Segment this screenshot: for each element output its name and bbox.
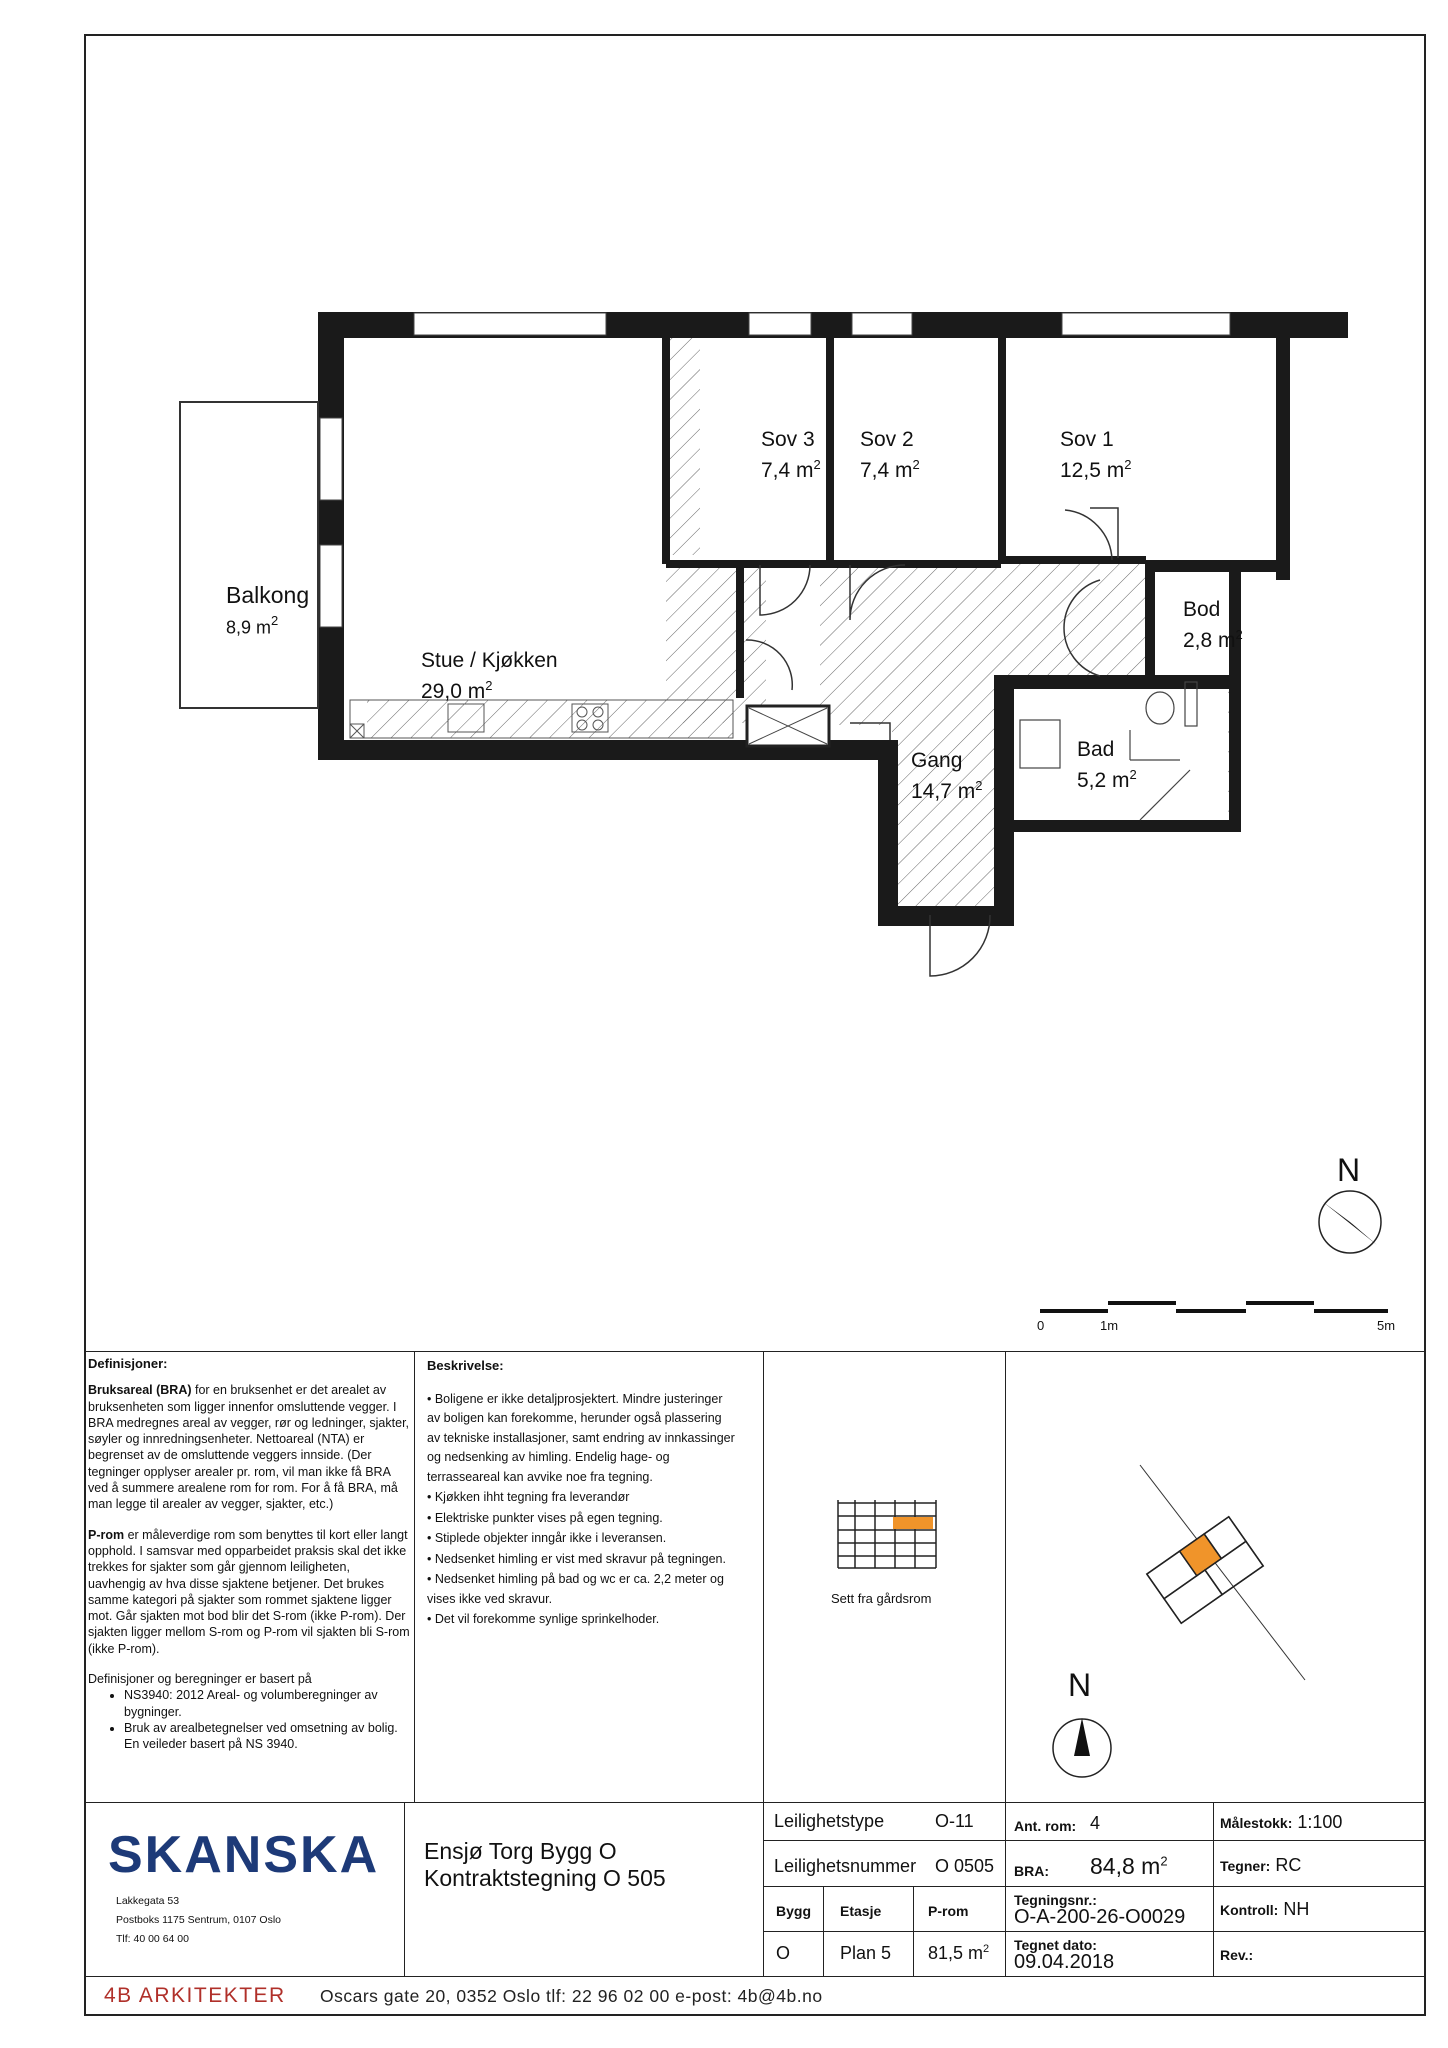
date-value: 09.04.2018 <box>1014 1951 1115 1973</box>
divider <box>913 1886 914 1976</box>
bygg-value: O <box>776 1943 791 1963</box>
scale-field: Målestokk: 1:100 <box>1220 1812 1343 1832</box>
divider <box>414 1351 415 1802</box>
etasje-value: Plan 5 <box>840 1943 892 1963</box>
divider <box>763 1802 764 1976</box>
rooms-label: Ant. rom: <box>1014 1818 1077 1834</box>
type-value: O-11 <box>935 1811 974 1831</box>
etasje-label: Etasje <box>840 1903 882 1919</box>
divider <box>763 1840 1005 1841</box>
basis-list: • NS3940: 2012 Areal- og volumberegninger av bygninger. • Bruk av arealbetegnelser ved omsetning av bolig. En veileder basert på NS 3940. <box>88 1687 410 1752</box>
room-bod: Bod 2,8 $m^2$ <box>1183 598 1243 652</box>
room-sov2: Sov 2 7,4 $m^2$ <box>860 428 920 482</box>
site-key-plan <box>1053 1465 1305 1777</box>
room-stue-kjokken: Stue / Kjøkken 29,0 $m^2$ <box>421 649 558 703</box>
drawer-field: Tegner: RC <box>1220 1855 1302 1875</box>
type-label: Leilighetstype <box>774 1811 885 1831</box>
divider <box>763 1886 1005 1887</box>
bra-label: BRA: <box>1014 1863 1049 1879</box>
scale-label-5m: 5m <box>1377 1318 1396 1333</box>
drawno-value: O-A-200-26-O0029 <box>1014 1906 1186 1928</box>
elevation-label: Sett fra gårdsrom <box>831 1591 932 1606</box>
room-bad: Bad 5,2 $m^2$ <box>1077 738 1137 792</box>
room-sov3: Sov 3 7,4 $m^2$ <box>761 428 821 482</box>
divider <box>1005 1931 1426 1932</box>
divider <box>1005 1351 1006 1803</box>
room-balkong: Balkong 8,9 $m^2$ <box>226 582 310 638</box>
rev-field: Rev.: <box>1220 1947 1254 1963</box>
bygg-label: Bygg <box>776 1903 811 1919</box>
description-panel: Beskrivelse: • Boligene er ikke detaljprosjektert. Mindre justeringer av boligen kan forekomme, herunder også plassering av tekniske installasjoner, samt endring av innkassinger og nedsenking av himling. Endelig hage- og terrasseareal kan avvike noe fra tegning. • Kjøkken ihht tegning fra leverandør • Elektriske punkter vises på egen tegning. • Stiplede objekter inngår ikke i leveransen. • Nedsenket himling er vist med skravur på tegningen. • Nedsenket himling på bad og wc er ca. 2,2 meter og vises ikke ved skravur. • Det vil forekomme synlige sprinkelhoder. <box>427 1356 737 1631</box>
skanska-logo: SKANSKA <box>108 1826 380 1884</box>
north-compass <box>1319 1191 1381 1253</box>
prom-value: 81,5 $m^2$ <box>928 1943 990 1963</box>
definitions-heading: Definisjoner: <box>88 1356 168 1371</box>
number-value: O 0505 <box>935 1856 995 1876</box>
prom-label: P-rom <box>928 1903 969 1919</box>
shaft <box>747 706 829 746</box>
north-label: N <box>1337 1152 1361 1188</box>
basis-text: Definisjoner og beregninger er basert på <box>88 1672 312 1687</box>
definitions-panel <box>88 1356 410 1753</box>
scale-bar-graphic <box>1040 1303 1388 1311</box>
footer-brand: 4B ARKITEKTER <box>104 1984 286 2007</box>
elevation-thumbnail <box>838 1500 936 1568</box>
divider <box>404 1802 405 1976</box>
bra-value: 84,8 $m^2$ <box>1090 1853 1168 1879</box>
divider <box>1213 1802 1214 1976</box>
divider <box>1005 1840 1426 1841</box>
prom-definition: P-rom er måleverdige rom som benyttes til kort eller langt opphold. I samsvar med opparbeidet praksis skal det ikke trekkes for sjakter som går gjennom leiligheten, uavhengig av hva disse sjaktene betjener. Det brukes samme kategori på sjakter som rommet sjaktene ligger mot. Går sjakten mot bod blir det S-rom (ikke P-rom). Der sjakten ligger mellom S-rom og P-rom vil sjakten bli S-rom (ikke P-rom). <box>88 1527 410 1656</box>
project-title: Ensjø Torg Bygg O Kontraktstegning O 505 <box>424 1838 666 1891</box>
bra-definition: Bruksareal (BRA) for en bruksenhet er det arealet av bruksenheten som ligger innenfor omsluttende vegger. I BRA medregnes areal av vegger, rør og ledninger, sjakter, søyler og innredningsenheter. Nettoareal (NTA) er begrenset av de omsluttende veggers innside. (Der tegninger opplyser arealer pr. rom, vil man ikke få BRA ved å summere arealene rom for rom. For å få BRA, må man legge til arealer av vegger, sjakter, etc.) <box>88 1383 410 1512</box>
rooms-value: 4 <box>1090 1813 1101 1833</box>
divider <box>1005 1802 1006 1976</box>
balcony-outline <box>180 402 318 708</box>
room-gang: Gang 14,7 $m^2$ <box>911 749 983 803</box>
room-sov1: Sov 1 12,5 $m^2$ <box>1060 428 1132 482</box>
number-label: Leilighetsnummer <box>774 1856 917 1876</box>
date-label: Tegnet dato: <box>1014 1937 1097 1953</box>
site-north-label: N <box>1068 1667 1092 1703</box>
divider <box>823 1886 824 1976</box>
divider <box>1005 1886 1426 1887</box>
divider <box>763 1351 764 1802</box>
divider <box>763 1931 1005 1932</box>
footer-contact: Oscars gate 20, 0352 Oslo tlf: 22 96 02 00 e-post: 4b@4b.no <box>320 1986 823 2006</box>
divider <box>84 1976 1426 1977</box>
divider <box>84 1351 1426 1352</box>
control-field: Kontroll: NH <box>1220 1899 1310 1919</box>
divider <box>84 1802 1426 1803</box>
description-heading: Beskrivelse: <box>427 1358 504 1373</box>
drawno-label: Tegningsnr.: <box>1014 1892 1097 1908</box>
company-address: Lakkegata 53 Postboks 1175 Sentrum, 0107 Oslo Tlf: 40 00 64 00 <box>116 1895 281 1945</box>
scale-label-0: 0 <box>1037 1318 1045 1333</box>
scale-label-1m: 1m <box>1100 1318 1119 1333</box>
